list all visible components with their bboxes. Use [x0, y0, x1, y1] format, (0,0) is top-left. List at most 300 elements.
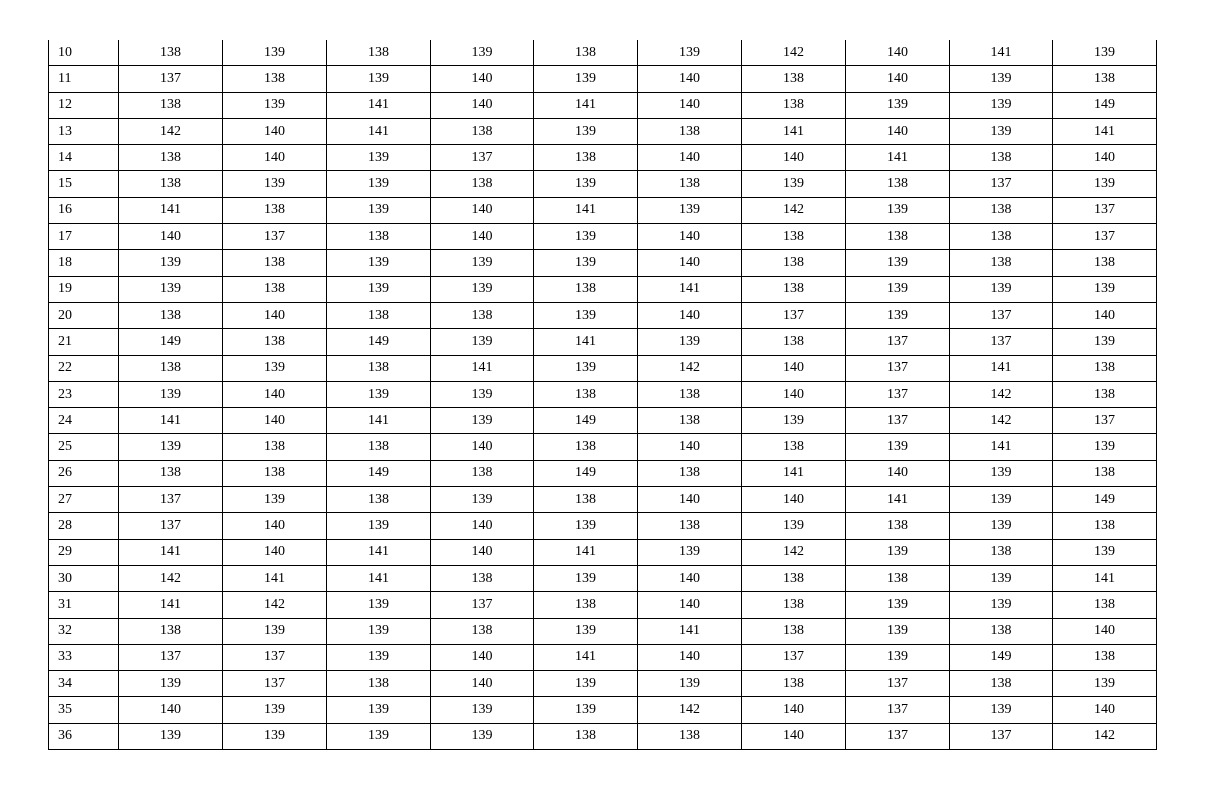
- value-cell: 149: [950, 644, 1053, 670]
- value-cell: 140: [742, 723, 846, 749]
- value-cell: 138: [638, 171, 742, 197]
- value-cell: 138: [119, 618, 223, 644]
- value-cell: 139: [327, 723, 431, 749]
- value-cell: 141: [1053, 118, 1157, 144]
- value-cell: 138: [119, 302, 223, 328]
- value-cell: 140: [742, 381, 846, 407]
- table-row: [49, 697, 1157, 723]
- row-index-cell: 35: [49, 697, 119, 723]
- row-index-cell: 29: [49, 539, 119, 565]
- value-cell: 138: [534, 276, 638, 302]
- value-cell: 139: [742, 513, 846, 539]
- value-cell: 140: [638, 250, 742, 276]
- value-cell: 142: [950, 408, 1053, 434]
- table-row: [49, 487, 1157, 513]
- value-cell: 140: [1053, 145, 1157, 171]
- value-cell: 139: [638, 329, 742, 355]
- value-cell: 140: [431, 434, 534, 460]
- value-cell: 139: [534, 671, 638, 697]
- value-cell: 139: [638, 197, 742, 223]
- value-cell: 141: [119, 408, 223, 434]
- value-cell: 138: [846, 171, 950, 197]
- value-cell: 139: [431, 697, 534, 723]
- table-row: [49, 671, 1157, 697]
- value-cell: 140: [223, 513, 327, 539]
- value-cell: 140: [431, 224, 534, 250]
- value-cell: 137: [119, 66, 223, 92]
- value-cell: 138: [119, 171, 223, 197]
- value-cell: 138: [742, 671, 846, 697]
- row-index-cell: 14: [49, 145, 119, 171]
- value-cell: 139: [431, 276, 534, 302]
- value-cell: 138: [327, 40, 431, 66]
- value-cell: 138: [223, 434, 327, 460]
- value-cell: 142: [950, 381, 1053, 407]
- row-index-cell: 36: [49, 723, 119, 749]
- value-cell: 137: [223, 644, 327, 670]
- value-cell: 139: [327, 145, 431, 171]
- value-cell: 139: [950, 460, 1053, 486]
- value-cell: 139: [1053, 671, 1157, 697]
- row-index-cell: 19: [49, 276, 119, 302]
- value-cell: 137: [846, 671, 950, 697]
- table-row: [49, 592, 1157, 618]
- value-cell: 140: [119, 224, 223, 250]
- value-cell: 140: [223, 381, 327, 407]
- value-cell: 140: [638, 66, 742, 92]
- value-cell: 138: [638, 408, 742, 434]
- value-cell: 139: [742, 171, 846, 197]
- value-cell: 139: [327, 513, 431, 539]
- value-cell: 141: [638, 618, 742, 644]
- value-cell: 142: [742, 197, 846, 223]
- value-cell: 138: [119, 355, 223, 381]
- value-cell: 140: [846, 40, 950, 66]
- value-cell: 139: [950, 592, 1053, 618]
- value-cell: 139: [431, 487, 534, 513]
- value-cell: 139: [431, 381, 534, 407]
- value-cell: 138: [327, 671, 431, 697]
- value-cell: 149: [534, 460, 638, 486]
- value-cell: 141: [950, 434, 1053, 460]
- value-cell: 139: [534, 171, 638, 197]
- value-cell: 139: [1053, 171, 1157, 197]
- value-cell: 138: [1053, 513, 1157, 539]
- value-cell: 139: [534, 618, 638, 644]
- value-cell: 139: [846, 644, 950, 670]
- value-cell: 140: [742, 145, 846, 171]
- row-index-cell: 21: [49, 329, 119, 355]
- value-cell: 138: [1053, 66, 1157, 92]
- table-row: [49, 644, 1157, 670]
- value-cell: 137: [846, 408, 950, 434]
- value-cell: 138: [950, 197, 1053, 223]
- value-cell: 139: [431, 329, 534, 355]
- value-cell: 138: [742, 276, 846, 302]
- value-cell: 140: [846, 118, 950, 144]
- table-row: [49, 171, 1157, 197]
- value-cell: 140: [223, 145, 327, 171]
- value-cell: 138: [742, 66, 846, 92]
- value-cell: 138: [742, 329, 846, 355]
- value-cell: 141: [431, 355, 534, 381]
- row-index-cell: 13: [49, 118, 119, 144]
- value-cell: 138: [742, 92, 846, 118]
- value-cell: 140: [223, 539, 327, 565]
- table-row: [49, 460, 1157, 486]
- value-cell: 141: [742, 460, 846, 486]
- table-row: [49, 565, 1157, 591]
- value-cell: 138: [638, 118, 742, 144]
- value-cell: 138: [119, 40, 223, 66]
- row-index-cell: 26: [49, 460, 119, 486]
- value-cell: 139: [846, 618, 950, 644]
- value-cell: 141: [327, 565, 431, 591]
- value-cell: 141: [846, 145, 950, 171]
- value-cell: 138: [327, 434, 431, 460]
- value-cell: 140: [846, 460, 950, 486]
- row-index-cell: 30: [49, 565, 119, 591]
- value-cell: 137: [950, 723, 1053, 749]
- value-cell: 138: [327, 224, 431, 250]
- value-cell: 139: [638, 539, 742, 565]
- value-cell: 137: [846, 697, 950, 723]
- value-cell: 137: [846, 329, 950, 355]
- value-cell: 140: [638, 224, 742, 250]
- value-cell: 142: [638, 355, 742, 381]
- value-cell: 137: [1053, 408, 1157, 434]
- value-cell: 141: [534, 92, 638, 118]
- value-cell: 138: [638, 723, 742, 749]
- value-cell: 138: [223, 329, 327, 355]
- table-row: [49, 408, 1157, 434]
- value-cell: 139: [119, 671, 223, 697]
- value-cell: 138: [431, 302, 534, 328]
- value-cell: 137: [846, 723, 950, 749]
- value-cell: 138: [846, 513, 950, 539]
- value-cell: 141: [742, 118, 846, 144]
- value-cell: 139: [327, 276, 431, 302]
- value-cell: 140: [431, 671, 534, 697]
- value-cell: 138: [431, 618, 534, 644]
- value-cell: 139: [327, 592, 431, 618]
- value-cell: 149: [327, 329, 431, 355]
- value-cell: 139: [223, 92, 327, 118]
- row-index-cell: 24: [49, 408, 119, 434]
- row-index-cell: 27: [49, 487, 119, 513]
- value-cell: 140: [742, 697, 846, 723]
- value-cell: 139: [846, 434, 950, 460]
- value-cell: 140: [638, 487, 742, 513]
- value-cell: 137: [119, 513, 223, 539]
- value-cell: 140: [431, 92, 534, 118]
- value-cell: 141: [534, 197, 638, 223]
- table-row: [49, 118, 1157, 144]
- value-cell: 140: [742, 487, 846, 513]
- value-cell: 140: [431, 644, 534, 670]
- value-cell: 139: [327, 250, 431, 276]
- row-index-cell: 28: [49, 513, 119, 539]
- value-cell: 137: [846, 381, 950, 407]
- value-cell: 139: [119, 250, 223, 276]
- value-cell: 140: [638, 92, 742, 118]
- value-cell: 139: [638, 40, 742, 66]
- value-cell: 138: [223, 197, 327, 223]
- value-cell: 138: [119, 460, 223, 486]
- value-cell: 138: [1053, 644, 1157, 670]
- value-cell: 138: [534, 434, 638, 460]
- value-cell: 138: [223, 66, 327, 92]
- value-cell: 140: [638, 565, 742, 591]
- value-cell: 139: [846, 92, 950, 118]
- row-index-cell: 32: [49, 618, 119, 644]
- table-row: [49, 276, 1157, 302]
- value-cell: 141: [327, 408, 431, 434]
- value-cell: 138: [1053, 381, 1157, 407]
- value-cell: 149: [534, 408, 638, 434]
- value-cell: 139: [327, 644, 431, 670]
- value-cell: 139: [431, 723, 534, 749]
- value-cell: 137: [846, 355, 950, 381]
- value-cell: 141: [1053, 565, 1157, 591]
- value-cell: 138: [119, 92, 223, 118]
- value-cell: 139: [846, 302, 950, 328]
- value-cell: 139: [119, 434, 223, 460]
- value-cell: 142: [742, 539, 846, 565]
- value-cell: 139: [534, 118, 638, 144]
- value-cell: 138: [950, 145, 1053, 171]
- value-cell: 139: [327, 66, 431, 92]
- value-cell: 139: [950, 487, 1053, 513]
- table-row: [49, 224, 1157, 250]
- value-cell: 139: [1053, 539, 1157, 565]
- value-cell: 139: [846, 539, 950, 565]
- value-cell: 141: [534, 539, 638, 565]
- value-cell: 138: [742, 250, 846, 276]
- value-cell: 139: [119, 276, 223, 302]
- value-cell: 140: [638, 434, 742, 460]
- row-index-cell: 10: [49, 40, 119, 66]
- value-cell: 141: [534, 329, 638, 355]
- table-row: [49, 434, 1157, 460]
- value-cell: 139: [327, 197, 431, 223]
- table-row: [49, 723, 1157, 749]
- value-cell: 140: [431, 539, 534, 565]
- value-cell: 139: [327, 171, 431, 197]
- value-cell: 138: [327, 487, 431, 513]
- value-cell: 139: [223, 171, 327, 197]
- value-cell: 138: [742, 618, 846, 644]
- table-row: [49, 145, 1157, 171]
- value-cell: 138: [742, 592, 846, 618]
- table-row: [49, 92, 1157, 118]
- value-cell: 140: [431, 513, 534, 539]
- value-cell: 139: [950, 513, 1053, 539]
- value-cell: 142: [742, 40, 846, 66]
- value-cell: 140: [638, 592, 742, 618]
- row-index-cell: 18: [49, 250, 119, 276]
- table-row: [49, 513, 1157, 539]
- value-cell: 138: [950, 250, 1053, 276]
- value-cell: 139: [534, 697, 638, 723]
- value-cell: 138: [638, 460, 742, 486]
- value-cell: 138: [534, 145, 638, 171]
- value-cell: 139: [950, 697, 1053, 723]
- value-cell: 140: [846, 66, 950, 92]
- value-cell: 139: [534, 513, 638, 539]
- value-cell: 142: [119, 565, 223, 591]
- value-cell: 139: [742, 408, 846, 434]
- table-row: [49, 618, 1157, 644]
- value-cell: 138: [534, 723, 638, 749]
- value-cell: 140: [431, 66, 534, 92]
- table-row: [49, 355, 1157, 381]
- value-cell: 139: [846, 276, 950, 302]
- value-cell: 139: [327, 697, 431, 723]
- value-cell: 140: [1053, 302, 1157, 328]
- value-cell: 141: [638, 276, 742, 302]
- value-cell: 140: [638, 644, 742, 670]
- value-cell: 139: [534, 565, 638, 591]
- value-cell: 139: [534, 66, 638, 92]
- value-cell: 138: [846, 565, 950, 591]
- value-cell: 139: [534, 250, 638, 276]
- row-index-cell: 34: [49, 671, 119, 697]
- value-cell: 142: [1053, 723, 1157, 749]
- value-cell: 138: [534, 381, 638, 407]
- value-cell: 141: [327, 118, 431, 144]
- value-cell: 141: [119, 592, 223, 618]
- value-cell: 138: [742, 434, 846, 460]
- value-cell: 137: [742, 302, 846, 328]
- value-cell: 142: [223, 592, 327, 618]
- row-index-cell: 12: [49, 92, 119, 118]
- table-row: [49, 329, 1157, 355]
- value-cell: 137: [1053, 197, 1157, 223]
- row-index-cell: 20: [49, 302, 119, 328]
- value-cell: 139: [223, 618, 327, 644]
- row-index-cell: 11: [49, 66, 119, 92]
- value-cell: 140: [742, 355, 846, 381]
- value-cell: 140: [638, 145, 742, 171]
- table-row: [49, 539, 1157, 565]
- value-cell: 139: [1053, 434, 1157, 460]
- table-row: [49, 197, 1157, 223]
- value-cell: 141: [327, 539, 431, 565]
- value-cell: 138: [742, 565, 846, 591]
- value-cell: 139: [534, 224, 638, 250]
- value-cell: 139: [534, 302, 638, 328]
- value-cell: 138: [742, 224, 846, 250]
- value-cell: 139: [119, 381, 223, 407]
- value-cell: 140: [223, 302, 327, 328]
- value-cell: 139: [1053, 40, 1157, 66]
- value-cell: 138: [223, 460, 327, 486]
- value-cell: 141: [223, 565, 327, 591]
- value-cell: 138: [1053, 250, 1157, 276]
- value-cell: 139: [950, 276, 1053, 302]
- value-cell: 139: [534, 355, 638, 381]
- value-cell: 140: [638, 302, 742, 328]
- value-cell: 139: [846, 197, 950, 223]
- value-cell: 138: [223, 250, 327, 276]
- value-cell: 139: [327, 381, 431, 407]
- value-cell: 138: [327, 355, 431, 381]
- value-cell: 138: [431, 565, 534, 591]
- value-cell: 137: [431, 145, 534, 171]
- value-cell: 139: [223, 355, 327, 381]
- value-cell: 139: [846, 250, 950, 276]
- row-index-cell: 15: [49, 171, 119, 197]
- data-table: [48, 40, 1157, 750]
- value-cell: 138: [950, 224, 1053, 250]
- value-cell: 140: [431, 197, 534, 223]
- value-cell: 137: [950, 302, 1053, 328]
- value-cell: 139: [223, 723, 327, 749]
- value-cell: 138: [431, 118, 534, 144]
- value-cell: 139: [431, 408, 534, 434]
- value-cell: 139: [950, 565, 1053, 591]
- value-cell: 138: [638, 381, 742, 407]
- value-cell: 141: [327, 92, 431, 118]
- row-index-cell: 25: [49, 434, 119, 460]
- value-cell: 137: [223, 224, 327, 250]
- value-cell: 137: [742, 644, 846, 670]
- value-cell: 149: [327, 460, 431, 486]
- row-index-cell: 16: [49, 197, 119, 223]
- value-cell: 138: [534, 487, 638, 513]
- value-cell: 137: [1053, 224, 1157, 250]
- value-cell: 139: [950, 92, 1053, 118]
- value-cell: 137: [950, 171, 1053, 197]
- value-cell: 149: [1053, 92, 1157, 118]
- value-cell: 137: [431, 592, 534, 618]
- value-cell: 139: [223, 697, 327, 723]
- value-cell: 142: [119, 118, 223, 144]
- value-cell: 139: [1053, 329, 1157, 355]
- table-row: [49, 302, 1157, 328]
- value-cell: 138: [950, 618, 1053, 644]
- value-cell: 138: [119, 145, 223, 171]
- table-row: [49, 66, 1157, 92]
- value-cell: 139: [950, 118, 1053, 144]
- value-cell: 141: [119, 197, 223, 223]
- row-index-cell: 33: [49, 644, 119, 670]
- value-cell: 139: [223, 487, 327, 513]
- value-cell: 141: [534, 644, 638, 670]
- value-cell: 138: [1053, 460, 1157, 486]
- value-cell: 139: [431, 250, 534, 276]
- value-cell: 139: [327, 618, 431, 644]
- table-row: [49, 40, 1157, 66]
- value-cell: 139: [638, 671, 742, 697]
- value-cell: 140: [1053, 697, 1157, 723]
- value-cell: 140: [119, 697, 223, 723]
- value-cell: 138: [1053, 355, 1157, 381]
- value-cell: 139: [1053, 276, 1157, 302]
- table-row: [49, 381, 1157, 407]
- value-cell: 141: [950, 355, 1053, 381]
- value-cell: 141: [846, 487, 950, 513]
- value-cell: 139: [431, 40, 534, 66]
- value-cell: 137: [223, 671, 327, 697]
- value-cell: 139: [846, 592, 950, 618]
- value-cell: 139: [950, 66, 1053, 92]
- table-row: [49, 250, 1157, 276]
- table-body: [49, 40, 1157, 750]
- row-index-cell: 17: [49, 224, 119, 250]
- value-cell: 149: [119, 329, 223, 355]
